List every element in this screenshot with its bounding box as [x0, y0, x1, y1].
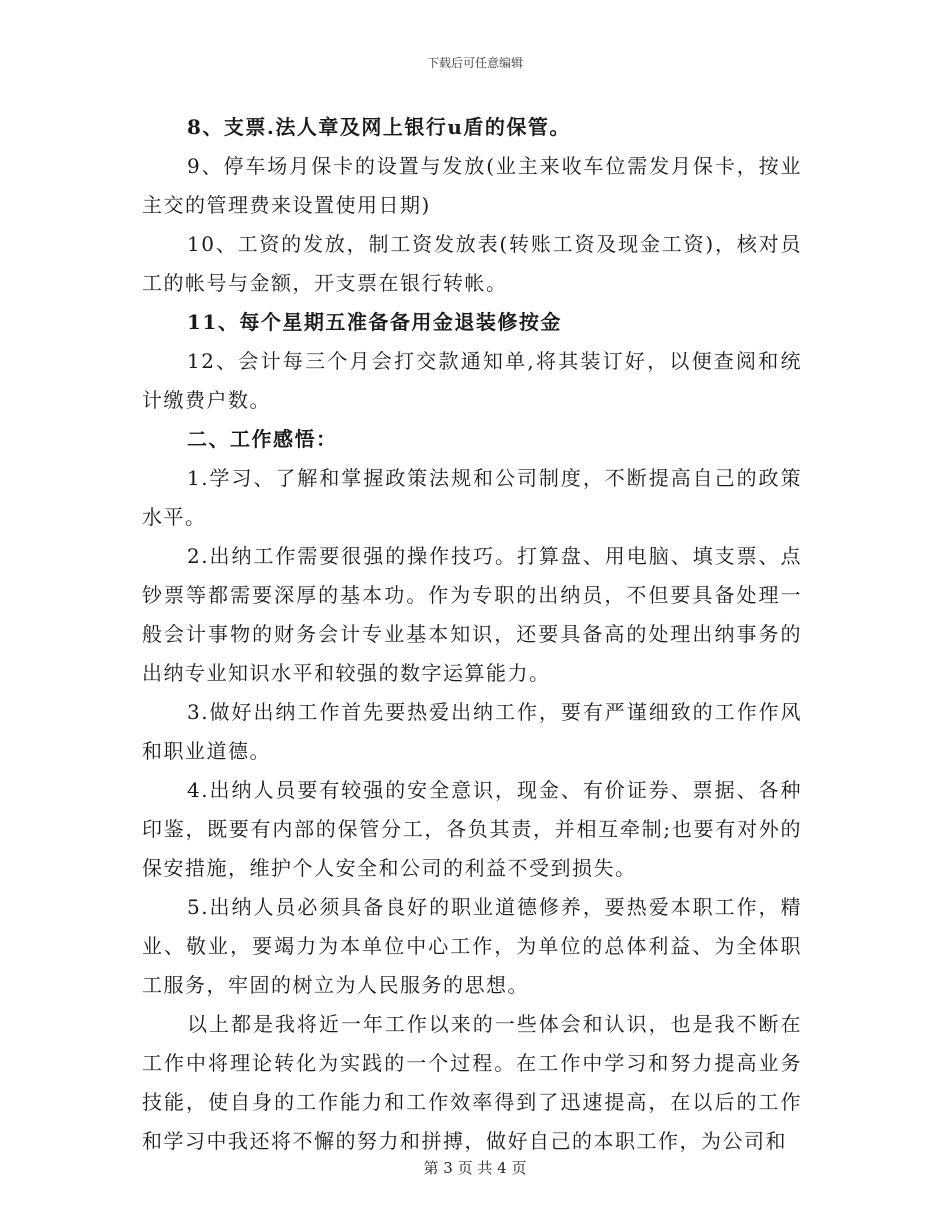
insight-item-2: 2.出纳工作需要很强的操作技巧。打算盘、用电脑、填支票、点钞票等都需要深厚的基本功。作为专职的出纳员，不但要具备处理一般会计事物的财务会计专业基本知识，还要具备高的处理出纳事务的出纳专业知识水平和较强的数字运算能力。	[142, 544, 802, 685]
document-body	[142, 108, 802, 1161]
insight-item-5: 5.出纳人员必须具备良好的职业道德修养，要热爱本职工作，精业、敬业，要竭力为本单位中心工作，为单位的总体利益、为全体职工服务，牢固的树立为人民服务的思想。	[142, 895, 802, 997]
paragraph-item-12: 12、会计每三个月会打交款通知单,将其装订好，以便查阅和统计缴费户数。	[142, 349, 802, 412]
insight-item-1: 1.学习、了解和掌握政策法规和公司制度，不断提高自己的政策水平。	[142, 466, 802, 529]
section-heading: 二、工作感悟：	[187, 427, 338, 451]
paragraph-item-8: 8、支票.法人章及网上银行u盾的保管。	[187, 115, 571, 139]
page-header: 下载后可任意编辑	[426, 56, 523, 70]
page-number: 第 3 页 共 4 页	[423, 1159, 527, 1177]
paragraph-item-10: 10、工资的发放，制工资发放表(转账工资及现金工资)，核对员工的帐号与金额，开支票在银行转帐。	[142, 232, 802, 295]
insight-item-3: 3.做好出纳工作首先要热爱出纳工作，要有严谨细致的工作作风和职业道德。	[142, 700, 802, 763]
closing-paragraph: 以上都是我将近一年工作以来的一些体会和认识，也是我不断在工作中将理论转化为实践的一个过程。在工作中学习和努力提高业务技能，使自身的工作能力和工作效率得到了迅速提高，在以后的工作和学习中我还将不懈的努力和拼搏，做好自己的本职工作，为公司和	[142, 1012, 802, 1153]
paragraph-item-9: 9、停车场月保卡的设置与发放(业主来收车位需发月保卡，按业主交的管理费来设置使用日期)	[142, 154, 802, 217]
insight-item-4: 4.出纳人员要有较强的安全意识，现金、有价证券、票据、各种印鉴，既要有内部的保管分工，各负其责，并相互牵制;也要有对外的保安措施，维护个人安全和公司的利益不受到损失。	[142, 778, 802, 880]
paragraph-item-11: 11、每个星期五准备备用金退装修按金	[187, 310, 562, 334]
